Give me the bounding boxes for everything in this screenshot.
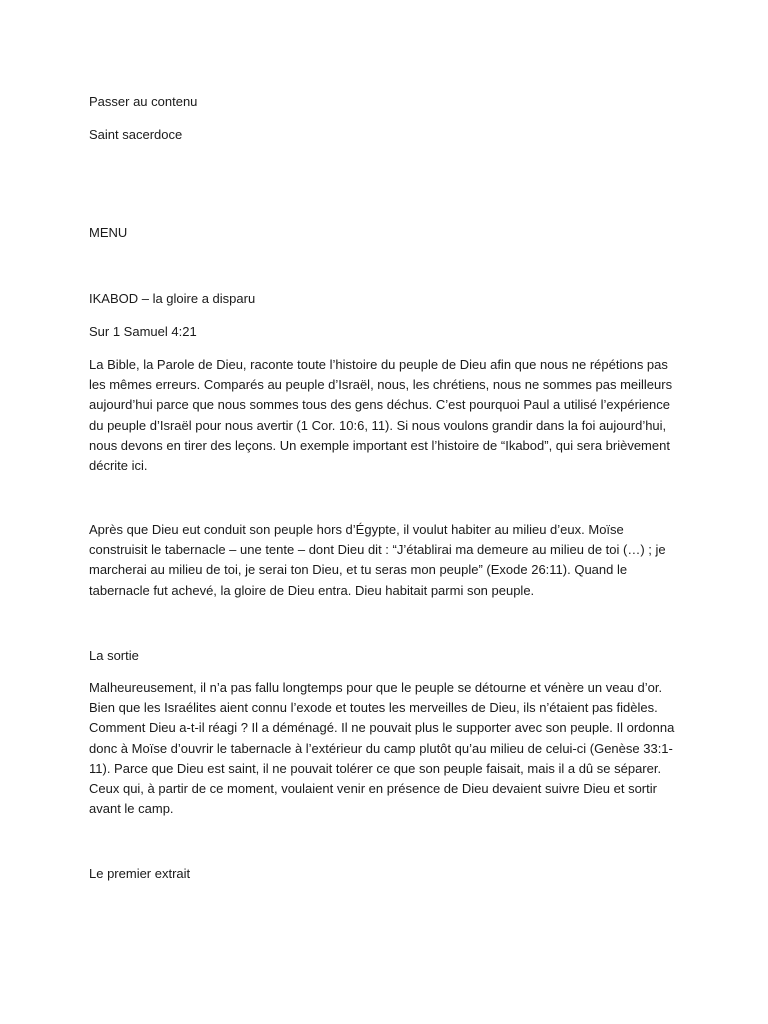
paragraph-la-sortie: Malheureusement, il n’a pas fallu longtemps pour que le peuple se détourne et vénère un veau d’or. Bien que les Israélites aient connu l’exode et toutes les merveilles de Dieu, ils n’étaient pas fidèles. Comment Dieu a-t-il réagi ? Il a déménagé. Il ne pouvait plus le supporter avec son peuple. Il ordonna donc à Moïse d’ouvrir le tabernacle à l’extérieur du camp plutôt qu’au milieu de celui-ci (Genèse 33:1-11). Parce que Dieu est saint, il ne pouvait tolérer ce que son peuple faisait, mais il a dû se séparer. Ceux qui, à partir de ce moment, voulaient venir en présence de Dieu devaient suivre Dieu et sortir avant le camp. bbox=[89, 680, 675, 817]
section-heading-la-sortie: La sortie bbox=[89, 648, 139, 663]
site-title[interactable]: Saint sacerdoce bbox=[89, 127, 183, 142]
skip-to-content-link[interactable]: Passer au contenu bbox=[89, 94, 198, 109]
section-heading-premier-extrait: Le premier extrait bbox=[89, 866, 191, 881]
paragraph-tabernacle: Après que Dieu eut conduit son peuple hors d’Égypte, il voulut habiter au milieu d’eux. Moïse construisit le tabernacle – une tente – dont Dieu dit : “J’établirai ma demeure au milieu de toi (…) ; je marcherai au milieu de toi, je serai ton Dieu, et tu seras mon peuple” (Exode 26:11). Quand le tabernacle fut achevé, la gloire de Dieu entra. Dieu habitait parmi son peuple. bbox=[89, 522, 666, 598]
menu-button[interactable]: MENU bbox=[89, 225, 128, 240]
article-subtitle: Sur 1 Samuel 4:21 bbox=[89, 324, 197, 339]
paragraph-intro: La Bible, la Parole de Dieu, raconte toute l’histoire du peuple de Dieu afin que nous ne répétions pas les mêmes erreurs. Comparés au peuple d’Israël, nous, les chrétiens, nous ne sommes pas meilleurs aujourd’hui parce que nous sommes tous des gens déchus. C’est pourquoi Paul a utilisé l’expérience du peuple d’Israël pour nous avertir (1 Cor. 10:6, 11). Si nous voulons grandir dans la foi aujourd’hui, nous devons en tirer des leçons. Un exemple important est l’histoire de “Ikabod”, qui sera brièvement décrite ici. bbox=[89, 357, 673, 474]
article-title: IKABOD – la gloire a disparu bbox=[89, 291, 256, 306]
